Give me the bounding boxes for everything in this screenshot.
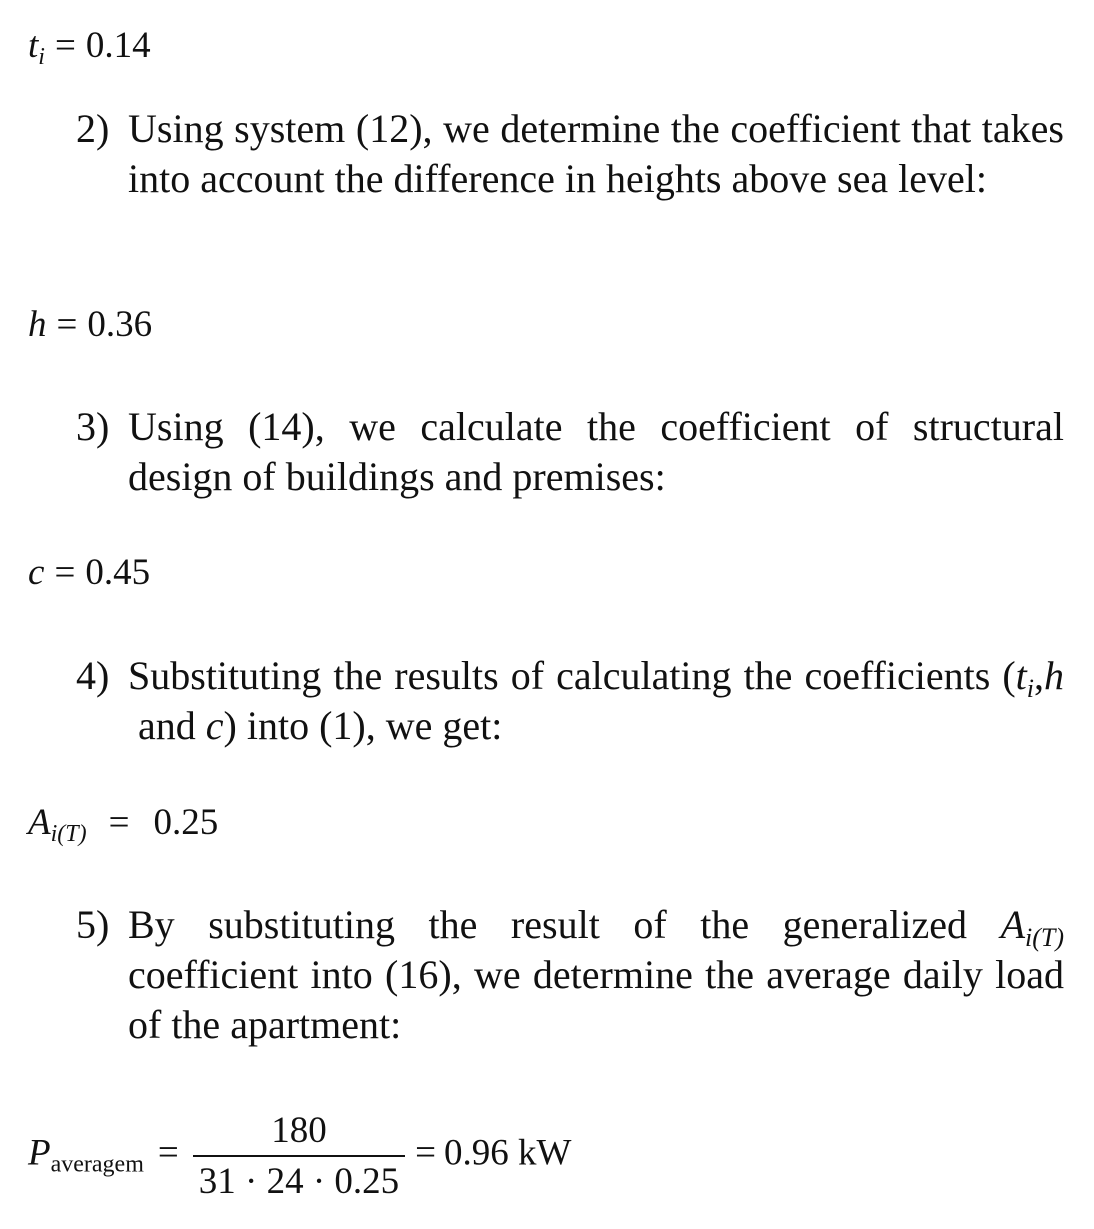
eq-P-equals-2: = <box>415 1132 437 1174</box>
eq-A-equals: = <box>108 802 130 843</box>
step-4-and: and <box>128 703 206 748</box>
eq-h-equals: = <box>56 304 78 345</box>
eq-P-numerator: 180 <box>193 1112 405 1157</box>
step-4-h: h <box>1044 653 1064 698</box>
step-3-number: 3) <box>76 404 110 449</box>
eq-c-value: 0.45 <box>85 552 151 593</box>
eq-ti-value: 0.14 <box>85 25 151 66</box>
step-4-number: 4) <box>76 653 110 698</box>
step-3 <box>76 402 1064 502</box>
step-4-comma: , <box>1034 653 1044 698</box>
step-3-text: Using (14), we calculate the coefficient of structural design of buildings and premises: <box>128 404 1064 499</box>
eq-ti-lhs: t <box>28 25 39 66</box>
step-5-A-sub: i(T) <box>1025 923 1064 952</box>
eq-A-lhs: A <box>28 802 51 843</box>
eq-P-sub: averagem <box>50 1151 144 1178</box>
eq-c-lhs: c <box>28 552 45 593</box>
eq-P-lhs: P <box>28 1132 51 1174</box>
step-2 <box>76 104 1064 204</box>
step-5 <box>76 900 1064 1050</box>
eq-P-equals: = <box>157 1132 179 1174</box>
equation-h <box>28 306 152 343</box>
equation-c <box>28 554 150 591</box>
equation-ti <box>28 25 151 70</box>
step-4-text <box>128 651 1064 751</box>
step-4-text-a: Substituting the results of calculating the coefficients ( <box>128 653 1016 698</box>
eq-A-value: 0.25 <box>153 802 219 843</box>
eq-P-fraction <box>193 1112 405 1200</box>
step-4-t-sub: i <box>1026 674 1034 703</box>
eq-ti-equals: = <box>54 25 76 66</box>
step-4-text-b: ) into (1), we get: <box>223 703 503 748</box>
eq-c-equals: = <box>54 552 76 593</box>
eq-h-value: 0.36 <box>87 304 153 345</box>
step-2-number: 2) <box>76 106 110 151</box>
step-5-number: 5) <box>76 902 110 947</box>
eq-P-denominator: 31 · 24 · 0.25 <box>198 1161 400 1202</box>
eq-A-sub: i(T) <box>50 821 87 847</box>
step-4 <box>76 651 1064 751</box>
eq-h-lhs: h <box>28 304 47 345</box>
step-5-text-a: By substituting the result of the generalized <box>128 902 1001 947</box>
step-4-c: c <box>205 703 224 748</box>
eq-ti-sub: i <box>38 44 45 70</box>
equation-P <box>28 1112 571 1200</box>
step-5-A: A <box>1000 902 1025 947</box>
eq-P-result: 0.96 kW <box>444 1132 572 1174</box>
step-5-text-b: coefficient into (16), we determine the average daily load of the apartment: <box>128 952 1064 1047</box>
step-4-t: t <box>1015 653 1027 698</box>
step-5-text <box>128 900 1064 1050</box>
step-2-text: Using system (12), we determine the coefficient that takes into account the difference in heights above sea level: <box>128 106 1064 201</box>
equation-A <box>28 802 219 847</box>
